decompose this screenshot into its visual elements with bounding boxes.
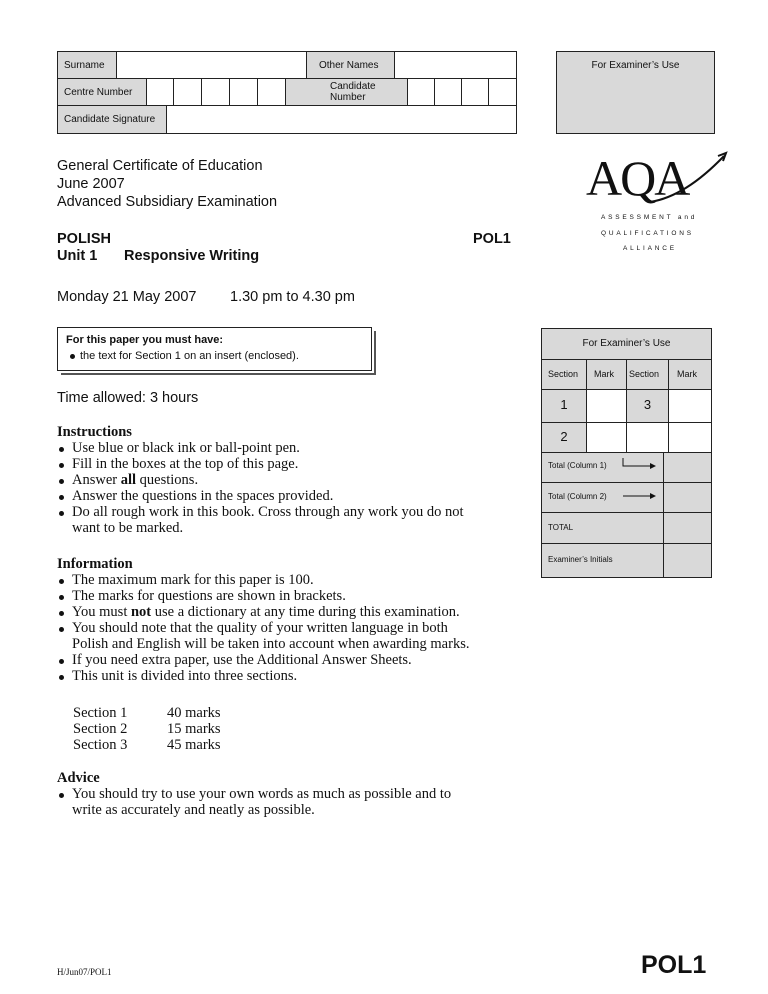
blank-mark-cell [669, 423, 711, 452]
footer-paper-code: POL1 [641, 951, 707, 979]
instructions-heading: Instructions [57, 424, 132, 440]
col-section-header: Section [548, 369, 579, 379]
instruction-item: Do all rough work in this book. Cross through any work you do not want to be marked. [57, 504, 517, 536]
paper-code: POL1 [473, 231, 511, 247]
aqa-logo [586, 150, 726, 260]
section-marks-row: Section 3 45 marks [73, 737, 221, 753]
surname-row [58, 52, 516, 79]
section-1-cell: 1 [560, 397, 568, 412]
required-materials-item: the text for Section 1 on an insert (enclosed). [70, 350, 299, 362]
swoosh-icon [646, 150, 728, 206]
centre-number-digit[interactable] [229, 79, 257, 105]
arrow-right-icon [622, 457, 658, 471]
total-column-2-label: Total (Column 2) [548, 492, 607, 501]
surname-label: Surname [58, 52, 116, 78]
instruction-item: Answer the questions in the spaces provided. [57, 488, 517, 504]
col-mark2-header: Mark [677, 369, 697, 379]
centre-number-label: Centre Number [58, 79, 146, 105]
advice-section [57, 770, 527, 818]
blank-section-cell [627, 423, 668, 452]
instructions-section [57, 424, 517, 536]
total-label: TOTAL [548, 523, 574, 532]
unit-title: Responsive Writing [124, 248, 260, 264]
signature-label: Candidate Signature [58, 106, 166, 133]
surname-field[interactable] [116, 52, 306, 78]
section-marks-list [73, 705, 221, 753]
examiner-table-title: For Examiner’s Use [582, 338, 671, 349]
examiner-use-box-top [556, 51, 715, 134]
exam-level: Advanced Subsidiary Examination [57, 194, 278, 210]
centre-number-digit[interactable] [201, 79, 229, 105]
information-item: If you need extra paper, use the Additional Answer Sheets. [57, 652, 527, 668]
information-item: This unit is divided into three sections. [57, 668, 527, 684]
advice-heading: Advice [57, 770, 100, 786]
section-marks-row: Section 1 40 marks [73, 705, 221, 721]
instruction-item: Use blue or black ink or ball-point pen. [57, 440, 517, 456]
signature-row [58, 106, 516, 133]
section-3-cell: 3 [643, 397, 652, 412]
total-column-1-label: Total (Column 1) [548, 461, 607, 470]
exam-header [57, 157, 277, 211]
information-heading: Information [57, 556, 133, 572]
col-mark-header: Mark [594, 369, 614, 379]
exam-time: 1.30 pm to 4.30 pm [230, 289, 355, 305]
logo-line-2: QUALIFICATIONS [601, 230, 694, 237]
examiner-use-label: For Examiner’s Use [591, 60, 680, 71]
candidate-number-digit[interactable] [434, 79, 461, 105]
information-item: The maximum mark for this paper is 100. [57, 572, 527, 588]
section-2-cell: 2 [560, 429, 568, 444]
candidate-number-digit[interactable] [461, 79, 488, 105]
centre-number-digit[interactable] [173, 79, 201, 105]
centre-number-digit[interactable] [146, 79, 173, 105]
required-materials-box [57, 327, 372, 371]
exam-session: June 2007 [57, 176, 125, 192]
arrow-right-icon [622, 491, 658, 501]
logo-line-3: ALLIANCE [623, 245, 677, 252]
col-section2-header: Section [629, 369, 660, 379]
unit-number: Unit 1 [57, 248, 98, 264]
candidate-number-digit[interactable] [488, 79, 516, 105]
logo-text: AQA [586, 150, 689, 206]
examiner-marks-table [541, 328, 712, 578]
section-2-mark[interactable] [587, 423, 626, 452]
advice-item: You should try to use your own words as much as possible and to write as accurately and neatly as possible. [57, 786, 527, 818]
section-1-mark[interactable] [587, 390, 626, 422]
logo-line-1: ASSESSMENT and [601, 214, 698, 221]
candidate-details-box [57, 51, 517, 134]
section-3-mark[interactable] [669, 390, 711, 422]
footer-reference: H/Jun07/POL1 [57, 967, 112, 977]
examiner-initials-label: Examiner’s Initials [548, 555, 613, 564]
numbers-row [58, 79, 516, 106]
qualification-title: General Certificate of Education [57, 158, 263, 174]
information-section [57, 556, 527, 684]
bullet-icon [70, 354, 75, 359]
centre-number-digit[interactable] [257, 79, 285, 105]
instruction-item: Fill in the boxes at the top of this page. [57, 456, 517, 472]
section-marks-row: Section 2 15 marks [73, 721, 221, 737]
signature-field[interactable] [166, 106, 516, 133]
other-names-label: Other Names [306, 52, 394, 78]
required-materials-title: For this paper you must have: [66, 334, 224, 346]
information-item: The marks for questions are shown in brackets. [57, 588, 527, 604]
time-allowed: Time allowed: 3 hours [57, 390, 199, 406]
exam-date: Monday 21 May 2007 [57, 289, 197, 305]
subject-title: POLISH [57, 231, 111, 247]
information-item: You should note that the quality of your written language in both Polish and English will be taken into account when awarding marks. [57, 620, 527, 652]
information-item: You must not use a dictionary at any time during this examination. [57, 604, 527, 620]
instruction-item: Answer all questions. [57, 472, 517, 488]
candidate-number-label: Candidate Number [285, 79, 407, 105]
candidate-number-digit[interactable] [407, 79, 434, 105]
other-names-field[interactable] [394, 52, 516, 78]
